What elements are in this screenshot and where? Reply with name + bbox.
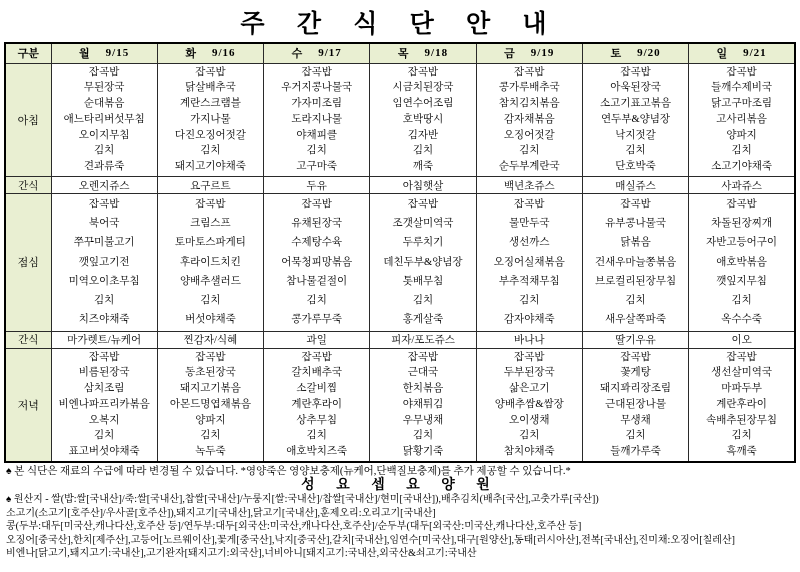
menu-item: 아욱된장국	[610, 82, 661, 94]
menu-item: 잡곡밥	[514, 351, 545, 363]
menu-item: 김치	[93, 430, 115, 442]
menu-item: 참치야채죽	[503, 446, 555, 458]
menu-item: 미역오이초무침	[68, 275, 140, 287]
menu-item: 호박땅시	[402, 113, 444, 125]
menu-item: 물만두국	[508, 218, 550, 230]
menu-item: 브로컬리된장무침	[594, 275, 677, 287]
day-date: 9/15	[105, 47, 130, 60]
menu-item: 김치	[200, 145, 221, 157]
day-date: 9/19	[530, 47, 555, 60]
menu-item: 유부콩나물국	[605, 218, 666, 230]
snack-cell: 두유	[264, 177, 370, 194]
menu-item: 김치	[306, 145, 327, 157]
menu-item: 가자미조림	[291, 98, 343, 110]
menu-item: 양파지	[195, 414, 226, 426]
menu-item: 낙지젓갈	[615, 129, 656, 141]
meal-cell	[689, 63, 795, 177]
origin-line: 콩(두부:대두[미국산,캐나다산,호주산 등]/연두부:대두[외국산:미국산,캐나다산,호주산]/순두부(대두[외국산:미국산,캐나다산,호주산 등]	[6, 521, 582, 533]
meal-cell	[157, 63, 263, 177]
day-date: 9/20	[637, 47, 661, 60]
meal-cell	[264, 194, 370, 331]
menu-item: 새우살쪽파죽	[605, 314, 666, 326]
menu-item: 잡곡밥	[88, 351, 120, 363]
menu-item: 단호박죽	[615, 161, 656, 173]
menu-item: 한치볶음	[402, 383, 444, 395]
menu-item: 홍게살죽	[402, 314, 444, 326]
menu-item: 김치	[731, 430, 752, 442]
menu-item: 버섯야채죽	[185, 314, 236, 326]
meal-cell	[264, 348, 370, 462]
day-name: 목	[397, 48, 409, 61]
menu-item: 우무냉채	[402, 414, 444, 426]
menu-item: 김치	[412, 145, 434, 157]
menu-item: 생선살미역국	[711, 367, 773, 379]
menu-table-body	[5, 63, 795, 462]
day-name: 화	[185, 48, 196, 61]
menu-item: 김치	[519, 295, 540, 307]
menu-item: 조갯살미역국	[392, 218, 454, 230]
menu-item: 잡곡밥	[301, 66, 332, 78]
snack-row	[5, 331, 795, 348]
menu-item: 김치	[93, 145, 115, 157]
snack-cell: 과일	[264, 331, 370, 348]
menu-item: 순두부계란국	[498, 161, 560, 173]
menu-item: 계란후라이	[291, 398, 343, 410]
menu-item: 가지나물	[190, 113, 231, 125]
menu-item: 양배추쌈&쌈장	[494, 398, 564, 410]
meal-cell	[51, 63, 157, 177]
menu-item: 자반고등어구이	[706, 237, 778, 249]
menu-item: 깻잎고기전	[78, 256, 130, 268]
menu-item: 닭황기죽	[402, 446, 444, 458]
menu-item: 아몬드명엽채볶음	[169, 398, 251, 410]
snack-cell: 매실쥬스	[582, 177, 688, 194]
meal-cell	[476, 63, 582, 177]
menu-item: 북어국	[88, 218, 120, 230]
menu-item: 들깨수제비국	[711, 82, 773, 94]
day-header-cell	[370, 43, 476, 63]
menu-item: 건새우마늘쫑볶음	[594, 256, 677, 268]
origin-line: 비엔나[닭고기,돼지고기:국내산],고기완자[돼지고기:외국산],너비아니[돼지고기:국내산,외국산&쇠고기:국내산	[6, 548, 477, 560]
menu-item: 갈치배추국	[291, 367, 343, 379]
menu-item: 콩가루배추국	[498, 82, 560, 94]
menu-item: 깻잎지무침	[716, 275, 767, 287]
menu-item: 연두부&양념장	[601, 113, 671, 125]
menu-item: 쭈꾸미불고기	[73, 237, 135, 249]
origin-line: 소고기(소고기[호주산]/우사골[호주산]),돼지고기[국내산],닭고기[국내산],훈제오리:오리고기[국내산]	[6, 507, 436, 519]
menu-item: 잡곡밥	[88, 66, 120, 78]
page-title: 주 간 식 단 안 내	[240, 11, 560, 38]
menu-item: 근대된장나물	[605, 398, 666, 410]
menu-item: 잡곡밥	[88, 199, 120, 211]
menu-item: 닭고구마조림	[711, 98, 773, 110]
menu-item: 데친두부&양념장	[383, 256, 463, 268]
menu-item: 잡곡밥	[195, 199, 226, 211]
menu-item: 참치김치볶음	[498, 98, 560, 110]
snack-cell: 피자/포도쥬스	[370, 331, 476, 348]
origin-line: 오징어[중국산],한치[제주산],고등어[노르웨이산],꽃게[중국산],낙지[중국산],갈치[국내산],임연수[미국산],대구[원양산],동태[러시아산],전복[국내산],진미채:오징어[칠레산]	[6, 534, 735, 546]
menu-item: 녹두죽	[195, 446, 226, 458]
meal-cell	[51, 348, 157, 462]
row-label: 점심	[5, 194, 51, 331]
day-header-cell	[264, 43, 370, 63]
day-header-cell	[157, 43, 263, 63]
day-date: 9/18	[424, 47, 449, 60]
meal-cell	[476, 194, 582, 331]
menu-item: 삶은고기	[508, 383, 550, 395]
menu-item: 양배추샐러드	[179, 275, 241, 287]
meal-cell	[582, 63, 688, 177]
menu-item: 소갈비찜	[296, 383, 337, 395]
menu-item: 톳배무침	[402, 275, 444, 287]
menu-item: 들깨가루죽	[610, 446, 661, 458]
snack-cell: 사과쥬스	[689, 177, 795, 194]
meal-cell	[689, 348, 795, 462]
menu-item: 김치	[93, 295, 115, 307]
meal-cell	[370, 63, 476, 177]
origin-line: ♠ 원산지 - 쌀(밥:쌀[국내산]/죽:쌀[국내산],찹쌀[국내산]/누룽지[쌀:국내산]/찹쌀[국내산]/현미[국내산]),배추김치(배추[국산],고춧가루[국산])	[6, 494, 599, 506]
meal-cell	[51, 194, 157, 331]
snack-cell: 요구르트	[157, 177, 263, 194]
menu-item: 생선까스	[508, 237, 550, 249]
menu-item: 오징어실채볶음	[493, 256, 565, 268]
menu-item: 김치	[200, 430, 221, 442]
menu-item: 오이생채	[508, 414, 550, 426]
menu-item: 잡곡밥	[301, 199, 332, 211]
meal-cell	[157, 194, 263, 331]
menu-item: 비름된장국	[78, 367, 130, 379]
menu-item: 시금치된장국	[392, 82, 454, 94]
snack-cell: 바나나	[476, 331, 582, 348]
menu-item: 감자채볶음	[503, 113, 555, 125]
menu-item: 무생채	[620, 414, 651, 426]
day-header-cell	[582, 43, 688, 63]
menu-item: 김치	[306, 430, 327, 442]
snack-cell: 아침햇살	[370, 177, 476, 194]
menu-item: 두부된장국	[503, 367, 555, 379]
menu-item: 오이지무침	[78, 129, 130, 141]
day-date: 9/21	[743, 47, 767, 60]
day-name: 일	[716, 48, 728, 61]
menu-item: 김치	[731, 145, 752, 157]
menu-item: 다진오징어젓갈	[174, 129, 246, 141]
menu-item: 깨죽	[412, 161, 434, 173]
footer	[0, 463, 800, 561]
menu-item: 김치	[306, 295, 327, 307]
menu-item: 잡곡밥	[407, 199, 439, 211]
day-date: 9/16	[211, 47, 236, 60]
menu-item: 수제탕수육	[291, 237, 343, 249]
snack-row	[5, 177, 795, 194]
menu-item: 부추적채무침	[498, 275, 560, 287]
menu-item: 잡곡밥	[514, 66, 545, 78]
menu-item: 잡곡밥	[407, 66, 439, 78]
menu-item: 오복지	[88, 414, 120, 426]
menu-item: 김치	[625, 145, 646, 157]
menu-item: 잡곡밥	[301, 351, 332, 363]
menu-item: 야채피클	[296, 129, 337, 141]
day-date: 9/17	[318, 47, 342, 60]
menu-item: 잡곡밥	[514, 199, 545, 211]
menu-item: 돼지고기볶음	[179, 383, 241, 395]
menu-item: 후라이드치킨	[179, 256, 241, 268]
menu-item: 잡곡밥	[620, 351, 651, 363]
menu-item: 돼지꽈리장조림	[600, 383, 672, 395]
menu-item: 애호박볶음	[716, 256, 767, 268]
menu-item: 상추무침	[296, 414, 337, 426]
menu-item: 순대볶음	[83, 98, 125, 110]
menu-item: 고사리볶음	[716, 113, 767, 125]
menu-item: 토마토스파게티	[174, 237, 246, 249]
menu-item: 소고기야채죽	[711, 161, 773, 173]
row-label: 저녁	[5, 348, 51, 462]
menu-item: 김치	[625, 295, 646, 307]
table-header-row	[5, 43, 795, 63]
facility-name: 성 요 셉 요 양 원	[301, 478, 499, 494]
menu-item: 계란스크램블	[179, 98, 241, 110]
menu-item: 옥수수죽	[721, 314, 762, 326]
menu-item: 소고기표고볶음	[600, 98, 672, 110]
menu-item: 애느타리버섯무침	[63, 113, 145, 125]
snack-cell: 마가렛트/뉴케어	[51, 331, 157, 348]
change-notice: ♠ 본 식단은 재료의 수급에 따라 변경될 수 있습니다. *영양죽은 영양보충제(뉴케어,단백질보충제)를 추가 제공할 수 있습니다.*	[6, 466, 571, 478]
menu-item: 콩가루무죽	[291, 314, 343, 326]
menu-item: 닭살배추국	[185, 82, 236, 94]
menu-item: 동초된장국	[185, 367, 236, 379]
menu-item: 잡곡밥	[726, 199, 757, 211]
menu-item: 김자반	[407, 129, 439, 141]
menu-item: 김치	[412, 430, 434, 442]
menu-item: 잡곡밥	[726, 351, 757, 363]
menu-item: 꽃게탕	[620, 367, 651, 379]
menu-item: 도라지나물	[291, 113, 343, 125]
menu-item: 잡곡밥	[407, 351, 439, 363]
menu-item: 잡곡밥	[620, 66, 651, 78]
menu-item: 잡곡밥	[726, 66, 757, 78]
meal-row	[5, 348, 795, 462]
meal-row	[5, 63, 795, 177]
menu-item: 속배추된장무침	[706, 414, 778, 426]
snack-cell: 백년초쥬스	[476, 177, 582, 194]
menu-item: 견과류죽	[83, 161, 125, 173]
meal-cell	[476, 348, 582, 462]
menu-item: 돼지고기야채죽	[174, 161, 246, 173]
menu-item: 감자야채죽	[503, 314, 555, 326]
meal-cell	[370, 348, 476, 462]
menu-item: 잡곡밥	[620, 199, 651, 211]
meal-cell	[582, 348, 688, 462]
menu-item: 김치	[519, 430, 540, 442]
menu-item: 야채튀김	[402, 398, 444, 410]
snack-cell: 찐감자/식혜	[157, 331, 263, 348]
menu-item: 무된장국	[83, 82, 125, 94]
meal-row	[5, 194, 795, 331]
menu-item: 김치	[731, 295, 752, 307]
corner-label: 구분	[5, 43, 51, 63]
row-label: 간식	[5, 331, 51, 348]
menu-item: 오징어젓갈	[503, 129, 555, 141]
snack-cell: 딸기우유	[582, 331, 688, 348]
day-header-cell	[689, 43, 795, 63]
meal-cell	[689, 194, 795, 331]
menu-table	[4, 42, 796, 463]
menu-item: 애호박치즈죽	[286, 446, 348, 458]
snack-cell: 오렌지쥬스	[51, 177, 157, 194]
snack-cell: 이오	[689, 331, 795, 348]
day-name: 금	[504, 48, 515, 61]
menu-item: 참나물겉절이	[286, 275, 348, 287]
menu-item: 마파두부	[721, 383, 762, 395]
menu-item: 흑깨죽	[726, 446, 757, 458]
day-name: 월	[79, 48, 90, 61]
day-name: 수	[291, 48, 303, 61]
menu-item: 김치	[200, 295, 221, 307]
menu-item: 크림스프	[190, 218, 231, 230]
menu-item: 양파지	[726, 129, 757, 141]
day-header-cell	[476, 43, 582, 63]
menu-item: 김치	[412, 295, 434, 307]
menu-item: 유채된장국	[291, 218, 343, 230]
menu-item: 우거지콩나물국	[281, 82, 353, 94]
menu-item: 잡곡밥	[195, 351, 226, 363]
meal-cell	[370, 194, 476, 331]
menu-item: 삼치조림	[83, 383, 125, 395]
menu-item: 표고버섯야채죽	[68, 446, 140, 458]
menu-item: 비엔나파프리카볶음	[58, 398, 150, 410]
menu-item: 임연수어조림	[392, 98, 454, 110]
menu-item: 어묵청피망볶음	[281, 256, 353, 268]
row-label: 간식	[5, 177, 51, 194]
menu-item: 김치	[519, 145, 540, 157]
meal-cell	[582, 194, 688, 331]
meal-cell	[264, 63, 370, 177]
menu-item: 김치	[625, 430, 646, 442]
meal-cell	[157, 348, 263, 462]
day-header-cell	[51, 43, 157, 63]
menu-item: 고구마죽	[296, 161, 337, 173]
menu-item: 차돌된장찌개	[711, 218, 773, 230]
menu-item: 두루치기	[402, 237, 444, 249]
day-name: 토	[610, 48, 622, 61]
menu-item: 치즈야채죽	[78, 314, 130, 326]
menu-item: 잡곡밥	[195, 66, 226, 78]
menu-item: 계란후라이	[716, 398, 767, 410]
row-label: 아침	[5, 63, 51, 177]
menu-item: 닭볶음	[620, 237, 651, 249]
menu-item: 근대국	[407, 367, 439, 379]
